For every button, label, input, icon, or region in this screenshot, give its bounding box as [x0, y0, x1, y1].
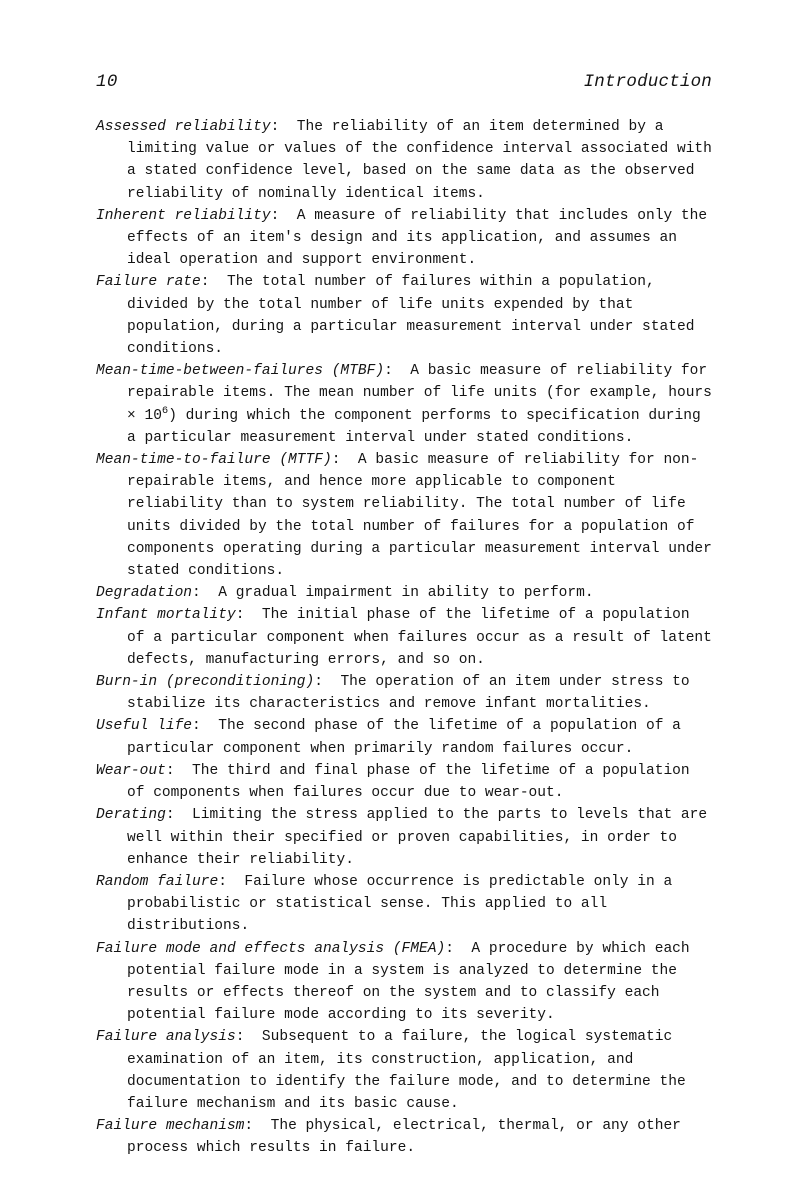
glossary-separator: :: [235, 607, 245, 624]
page-number: 10: [96, 72, 118, 92]
glossary-entry: [96, 449, 714, 582]
glossary-term-wrap: [96, 1029, 244, 1045]
glossary-entry: [96, 271, 714, 360]
definition-fragment: ) during which the component performs to specification during a particular measurement interval under stated conditions.: [127, 407, 701, 446]
glossary-list: [96, 116, 714, 1160]
glossary-entry: [96, 360, 714, 449]
glossary-term: Wear-out: [96, 762, 166, 779]
glossary-definition: The total number of failures within a population, divided by the total number of life units expended by that population, during a particular measurement interval under stated conditions.: [127, 274, 695, 358]
glossary-term-wrap: [96, 763, 175, 779]
glossary-separator: :: [235, 1029, 245, 1046]
glossary-term-wrap: [96, 807, 175, 823]
glossary-definition: The operation of an item under stress to stabilize its characteristics and remove infant mortalities.: [127, 674, 690, 713]
glossary-separator: :: [384, 363, 393, 380]
glossary-term: Burn-in (preconditioning): [96, 674, 315, 691]
glossary-term-wrap: [96, 1118, 253, 1134]
glossary-term-wrap: [96, 874, 227, 890]
glossary-term: Derating: [96, 807, 166, 824]
glossary-definition: The initial phase of the lifetime of a population of a particular component when failures occur as a result of latent defects, manufacturing errors, and so on.: [127, 607, 712, 668]
glossary-term-wrap: [96, 674, 323, 690]
glossary-term-wrap: [96, 274, 210, 290]
glossary-term: Mean-time-to-failure (MTTF): [96, 452, 332, 469]
running-head: [96, 74, 712, 92]
glossary-term-wrap: [96, 607, 244, 623]
glossary-term-wrap: [96, 585, 201, 601]
glossary-term: Useful life: [96, 718, 193, 735]
glossary-entry: [96, 116, 714, 205]
glossary-entry: [96, 715, 714, 759]
glossary-term: Failure rate: [96, 274, 201, 291]
glossary-term: Mean-time-between-failures (MTBF): [96, 363, 385, 380]
glossary-entry: [96, 1115, 714, 1159]
glossary-entry: [96, 1026, 714, 1115]
glossary-separator: :: [445, 940, 454, 957]
glossary-term-wrap: [96, 452, 340, 468]
glossary-term-wrap: [96, 941, 454, 957]
glossary-separator: :: [165, 807, 175, 824]
glossary-entry: [96, 804, 714, 871]
glossary-definition: Subsequent to a failure, the logical systematic examination of an item, its construction, application, and documentation to identify the failure mode, and to determine the failure mechanism and its basic cause.: [127, 1029, 686, 1112]
glossary-term-wrap: [96, 363, 393, 379]
glossary-definition: The third and final phase of the lifetime of a population of components when failures occur due to wear-out.: [127, 762, 690, 802]
exponent: 6: [161, 404, 169, 417]
glossary-entry: [96, 871, 714, 938]
glossary-entry: [96, 938, 714, 1027]
definition-fragment: A basic measure of reliability for repairable items. The mean number of life units (for example, hours × 10: [127, 363, 712, 424]
glossary-separator: :: [270, 207, 280, 224]
glossary-term: Inherent reliability: [96, 207, 271, 224]
glossary-definition: The reliability of an item determined by a limiting value or values of the confidence interval associated with a stated confidence level, based on the same data as the observed reliability of nominally identical items.: [127, 119, 712, 202]
glossary-separator: :: [192, 718, 201, 735]
glossary-separator: :: [244, 1118, 254, 1135]
glossary-definition: A measure of reliability that includes only the effects of an item's design and its application, and assumes an ideal operation and support environment.: [127, 207, 708, 269]
glossary-definition: A gradual impairment in ability to perform.: [218, 585, 594, 602]
glossary-separator: :: [314, 674, 323, 691]
glossary-term: Assessed reliability: [96, 119, 271, 135]
glossary-entry: [96, 582, 714, 604]
glossary-separator: :: [331, 452, 341, 469]
glossary-term: Failure analysis: [96, 1029, 236, 1046]
glossary-term: Failure mechanism: [96, 1118, 245, 1135]
glossary-entry: [96, 760, 714, 804]
glossary-term: Degradation: [96, 585, 193, 602]
glossary-term: Random failure: [96, 873, 219, 890]
glossary-definition: A basic measure of reliability for non-repairable items, and hence more applicable to component reliability than to system reliability. The total number of life units divided by the total number of failures for a population of components operating during a particular measurement interval under stated conditions.: [127, 452, 712, 580]
glossary-separator: :: [165, 762, 175, 779]
glossary-term-wrap: [96, 119, 279, 135]
glossary-entry: [96, 205, 714, 272]
glossary-term: Infant mortality: [96, 607, 236, 624]
glossary-term: Failure mode and effects analysis (FMEA): [96, 940, 446, 957]
glossary-separator: :: [270, 119, 280, 135]
glossary-entry: [96, 604, 714, 671]
glossary-separator: :: [200, 274, 210, 291]
glossary-entry: [96, 671, 714, 715]
glossary-definition: Limiting the stress applied to the parts to levels that are well within their specified or proven capabilities, in order to enhance their reliability.: [127, 807, 708, 868]
glossary-definition: Failure whose occurrence is predictable only in a probabilistic or statistical sense. This applied to all distributions.: [127, 873, 673, 935]
glossary-separator: :: [218, 873, 227, 890]
running-head-title: Introduction: [583, 72, 712, 92]
glossary-definition: The physical, electrical, thermal, or any other process which results in failure.: [127, 1118, 681, 1157]
glossary-term-wrap: [96, 718, 201, 734]
glossary-term-wrap: [96, 208, 279, 224]
glossary-separator: :: [192, 585, 201, 602]
glossary-definition: The second phase of the lifetime of a population of a particular component when primarily random failures occur.: [127, 718, 681, 757]
glossary-definition: A procedure by which each potential failure mode in a system is analyzed to determine the results or effects thereof on the system and to classify each potential failure mode according to its severity.: [127, 940, 690, 1024]
